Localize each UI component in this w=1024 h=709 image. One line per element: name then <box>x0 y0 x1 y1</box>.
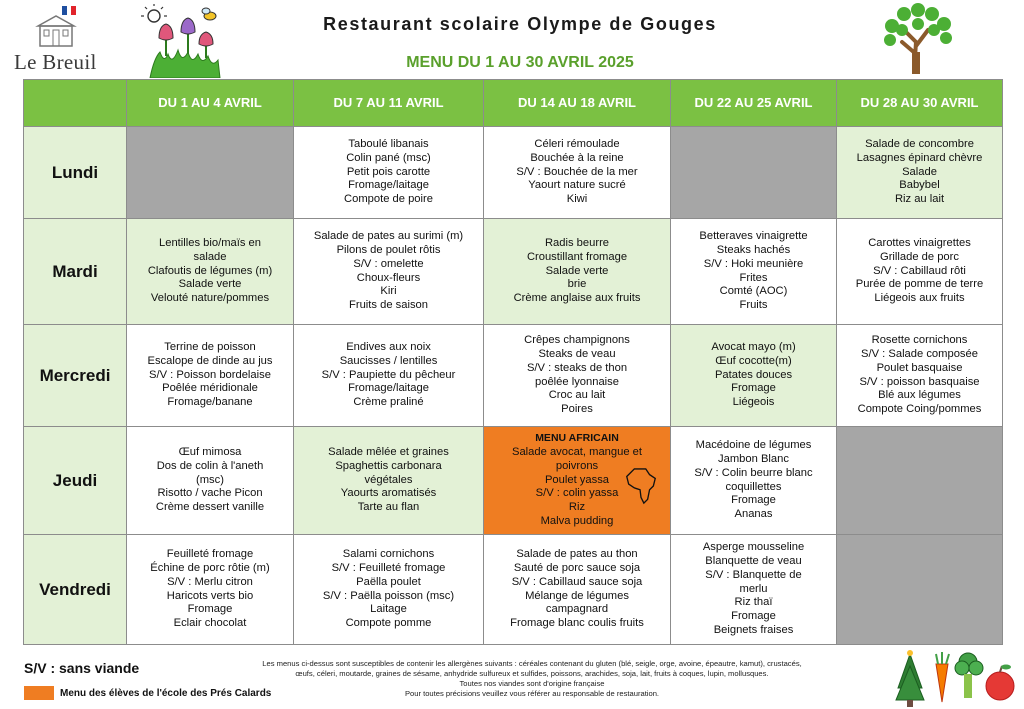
week-header: DU 1 AU 4 AVRIL <box>127 80 294 127</box>
menu-item: Terrine de poisson <box>164 341 256 353</box>
menu-item: Compote de poire <box>344 193 433 206</box>
menu-item: S/V : Colin beurre blanc <box>694 466 813 479</box>
menu-item: Poêlée méridionale <box>162 382 258 395</box>
menu-item: Riz thaï <box>734 596 773 609</box>
menu-item: Risotto / vache Picon <box>157 487 263 500</box>
menu-cell <box>671 427 837 535</box>
menu-item: Yaourt nature sucré <box>528 179 626 192</box>
menu-item: Comté (AOC) <box>719 285 788 298</box>
menu-item: S/V : Salade composée <box>861 347 978 360</box>
header-corner <box>24 80 127 127</box>
le-breuil-logo <box>10 4 100 74</box>
menu-cell <box>127 325 294 427</box>
menu-item: Dos de colin à l'aneth <box>156 459 264 472</box>
tree-icon <box>878 2 958 74</box>
menu-item: Malva pudding <box>540 514 614 527</box>
menu-item: salade <box>193 250 227 263</box>
menu-item: brie <box>567 278 587 291</box>
menu-item: S/V : steaks de thon <box>526 361 628 374</box>
menu-item: Kiwi <box>566 193 588 206</box>
menu-item: Frites <box>739 271 768 284</box>
day-row-vendredi <box>24 535 1003 645</box>
menu-item: S/V : Paupiette du pêcheur <box>321 368 456 381</box>
menu-item: Poires <box>561 403 593 416</box>
menu-item: Patates douces <box>714 368 793 381</box>
menu-item: Pilons de poulet rôtis <box>336 243 441 256</box>
week-header: DU 28 AU 30 AVRIL <box>837 80 1003 127</box>
menu-item: Colin pané (msc) <box>346 151 431 164</box>
empty-menu-cell <box>671 127 837 219</box>
menu-item: Purée de pomme de terre <box>855 278 984 291</box>
menu-item: Fromage <box>187 603 233 616</box>
menu-item: Fromage <box>731 494 776 507</box>
menu-item: Compote Coing/pommes <box>857 403 982 416</box>
menu-item: Salade de pates au thon <box>516 548 638 561</box>
menu-cell <box>294 219 484 325</box>
menu-item: poivrons <box>555 459 599 472</box>
menu-item: S/V : colin yassa <box>535 487 619 500</box>
week-header: DU 22 AU 25 AVRIL <box>671 80 837 127</box>
menu-item: Crème dessert vanille <box>155 501 265 514</box>
menu-item: Croustillant fromage <box>526 250 628 263</box>
menu-item: Blé aux légumes <box>878 389 961 402</box>
menu-item: Riz au lait <box>894 193 945 206</box>
menu-item: Œuf mimosa <box>178 446 242 458</box>
menu-item: Radis beurre <box>544 237 610 249</box>
menu-item: S/V : omelette <box>353 257 424 270</box>
menu-item: Spaghettis carbonara <box>335 459 442 472</box>
allergen-line: Toutes nos viandes sont d'origine française <box>459 679 605 688</box>
orange-legend-label: Menu des élèves de l'école des Prés Calards <box>60 687 272 699</box>
menu-cell <box>127 427 294 535</box>
menu-item: Jambon Blanc <box>718 452 789 465</box>
menu-item: S/V : Paëlla poisson (msc) <box>322 589 455 602</box>
menu-item: Haricots verts bio <box>166 589 254 602</box>
menu-item: coquillettes <box>725 480 782 493</box>
menu-item: Avocat mayo (m) <box>711 341 796 353</box>
menu-item: Carottes vinaigrettes <box>868 237 971 249</box>
empty-menu-cell <box>837 535 1003 645</box>
menu-item: Salade de concombre <box>865 138 974 150</box>
day-row-mardi <box>24 219 1003 325</box>
menu-item: Yaourts aromatisés <box>340 487 437 500</box>
menu-item: campagnard <box>545 603 609 616</box>
menu-item: S/V : Blanquette de <box>705 568 802 581</box>
menu-item: Laitage <box>370 603 407 616</box>
menu-cell <box>837 325 1003 427</box>
day-label: Lundi <box>24 127 127 219</box>
menu-cell <box>484 219 671 325</box>
menu-item: (msc) <box>196 473 224 486</box>
week-header-row <box>24 80 1003 127</box>
menu-item: Compote pomme <box>345 617 432 630</box>
allergen-line: œufs, céleri, moutarde, graines de sésame, anhydride sulfureux et sulfides, poissons, arachides, soja, lait, fruits à coques, lupin, mollusques. <box>295 669 769 678</box>
menu-table <box>23 79 1003 645</box>
empty-menu-cell <box>837 427 1003 535</box>
menu-cell <box>484 427 671 535</box>
menu-item: Bouchée à la reine <box>530 151 624 164</box>
menu-item: Kiri <box>380 285 397 298</box>
menu-item: Mélange de légumes <box>525 589 629 602</box>
logo-brand-text: Le Breuil <box>14 50 97 74</box>
menu-item: Clafoutis de légumes (m) <box>147 264 273 277</box>
menu-item: Croc au lait <box>548 389 606 402</box>
menu-item: végétales <box>364 473 413 486</box>
menu-item: Lasagnes épinard chèvre <box>856 151 983 164</box>
menu-item: Crème anglaise aux fruits <box>513 292 641 305</box>
menu-item: Fromage blanc coulis fruits <box>510 617 644 630</box>
menu-item: Blanquette de veau <box>705 555 802 567</box>
menu-cell <box>671 325 837 427</box>
menu-item: Crêpes champignons <box>524 334 630 347</box>
allergen-line: Les menus ci-dessus sont susceptibles de contenir les allergènes suivants : céréales contenant du gluten (blé, seigle, orge, avoine, épeautre, kamut), crustacés, <box>262 659 802 668</box>
menu-item: Fruits <box>739 299 768 312</box>
menu-item: Betteraves vinaigrette <box>699 230 808 243</box>
menu-item: S/V : Cabillaud rôti <box>873 264 966 277</box>
menu-cell <box>294 127 484 219</box>
menu-item: Endives aux noix <box>346 341 431 353</box>
day-label: Mercredi <box>24 325 127 427</box>
menu-item: Céleri rémoulade <box>534 138 620 150</box>
menu-cell <box>837 219 1003 325</box>
menu-item: Salade de pates au surimi (m) <box>313 230 464 243</box>
menu-item: S/V : Bouchée de la mer <box>516 165 638 178</box>
menu-item: Crème praliné <box>353 396 424 409</box>
vegetables-icon <box>892 648 1022 708</box>
town-hall-icon <box>34 14 78 50</box>
menu-item: Grillade de porc <box>880 250 959 263</box>
menu-item: Salade avocat, mangue et <box>512 446 642 458</box>
week-header: DU 7 AU 11 AVRIL <box>294 80 484 127</box>
menu-item: Fromage <box>731 382 776 395</box>
menu-cell <box>294 427 484 535</box>
sv-legend: S/V : sans viande <box>24 660 140 676</box>
menu-item: Liégeois aux fruits <box>874 292 965 305</box>
menu-item: Fruits de saison <box>349 299 428 312</box>
menu-item: Œuf cocotte(m) <box>715 354 792 367</box>
menu-cell <box>294 535 484 645</box>
menu-cell <box>671 219 837 325</box>
menu-item: S/V : poisson basquaise <box>859 375 980 388</box>
menu-item: Fromage <box>731 610 776 623</box>
menu-item: Riz <box>568 501 586 514</box>
menu-item: Salade mêlée et graines <box>328 446 449 458</box>
menu-item: Sauté de porc sauce soja <box>513 561 641 574</box>
menu-item: Échine de porc rôtie (m) <box>150 561 270 574</box>
menu-item: Eclair chocolat <box>173 617 247 630</box>
menu-item: Babybel <box>899 179 940 192</box>
menu-item: Salami cornichons <box>342 548 435 561</box>
empty-menu-cell <box>127 127 294 219</box>
day-row-lundi <box>24 127 1003 219</box>
menu-item: Taboulé libanais <box>348 138 429 150</box>
menu-item: S/V : Merlu citron <box>167 575 253 588</box>
menu-item: Liégeois <box>732 396 775 409</box>
menu-item: S/V : Feuilleté fromage <box>331 561 446 574</box>
menu-item: merlu <box>739 582 768 595</box>
menu-cell <box>484 127 671 219</box>
menu-cell <box>127 535 294 645</box>
menu-cell <box>127 219 294 325</box>
menu-item: Steaks de veau <box>538 347 616 360</box>
menu-item: Macédoine de légumes <box>695 439 812 452</box>
menu-item: Fromage/laitage <box>348 179 429 192</box>
menu-item: Petit pois carotte <box>346 165 431 178</box>
allergen-line: Pour toutes précisions veuillez vous référer au responsable de restauration. <box>404 689 660 698</box>
menu-item: Poulet yassa <box>544 473 610 486</box>
menu-item: Saucisses / lentilles <box>339 354 438 367</box>
menu-period-subtitle: MENU DU 1 AU 30 AVRIL 2025 <box>406 54 634 71</box>
menu-item: Poulet basquaise <box>876 361 963 374</box>
menu-item: Ananas <box>734 508 773 521</box>
menu-item: Paëlla poulet <box>356 575 421 588</box>
menu-item: Rosette cornichons <box>871 334 968 347</box>
menu-item: Beignets fraises <box>713 623 794 636</box>
menu-item: Salade verte <box>545 264 609 277</box>
menu-item: poêlée lyonnaise <box>535 375 619 388</box>
menu-item: S/V : Hoki meunière <box>703 257 804 270</box>
menu-item: Escalope de dinde au jus <box>147 354 273 367</box>
day-label: Mardi <box>24 219 127 325</box>
menu-cell-title: MENU AFRICAIN <box>535 432 619 445</box>
menu-item: Fromage/laitage <box>348 382 429 395</box>
menu-item: Salade <box>902 165 937 178</box>
menu-item: Steaks hachés <box>716 243 791 256</box>
allergen-notice <box>172 659 892 699</box>
menu-cell <box>294 325 484 427</box>
africa-map-icon <box>624 467 658 505</box>
menu-item: Fromage/banane <box>167 396 253 409</box>
menu-cell <box>484 535 671 645</box>
day-row-jeudi <box>24 427 1003 535</box>
menu-item: Feuilleté fromage <box>166 548 254 561</box>
menu-cell <box>837 127 1003 219</box>
menu-cell <box>671 535 837 645</box>
menu-item: Tarte au flan <box>357 501 420 514</box>
menu-item: Asperge mousseline <box>702 541 805 554</box>
menu-item: Velouté nature/pommes <box>150 292 270 305</box>
week-header: DU 14 AU 18 AVRIL <box>484 80 671 127</box>
menu-item: S/V : Poisson bordelaise <box>149 368 271 381</box>
menu-item: Lentilles bio/maïs en <box>159 237 261 249</box>
day-label: Jeudi <box>24 427 127 535</box>
menu-item: Choux-fleurs <box>356 271 421 284</box>
orange-legend-swatch <box>24 686 54 700</box>
menu-item: S/V : Cabillaud sauce soja <box>511 575 643 588</box>
menu-cell <box>484 325 671 427</box>
menu-item: Salade verte <box>178 278 242 291</box>
day-label: Vendredi <box>24 535 127 645</box>
day-row-mercredi <box>24 325 1003 427</box>
page-title: Restaurant scolaire Olympe de Gouges <box>323 14 717 34</box>
